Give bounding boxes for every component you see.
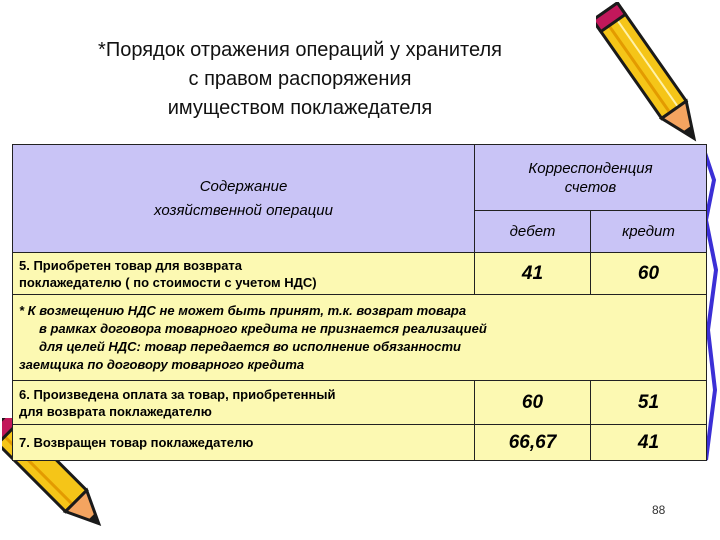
note-row: [13, 295, 707, 381]
note-line-3: для целей НДС: товар передается во исполнение обязанности: [39, 338, 461, 354]
table-row: [13, 253, 707, 295]
operations-table: [12, 144, 707, 461]
title-line-2: с правом распоряжения: [188, 68, 412, 90]
row-text: 6. Произведена оплата за товар, приобретенный для возврата поклажедателю: [13, 381, 475, 425]
title-line-3: имуществом поклажедателя: [167, 97, 433, 119]
header-correspondence-cell: Корреспонденция счетов: [475, 145, 707, 211]
slide-title: [20, 36, 580, 123]
title-line-1: *Порядок отражения операций у хранителя: [98, 39, 502, 61]
row-debit: 41: [475, 253, 591, 295]
table-row: [13, 425, 707, 461]
pencil-icon: [596, 2, 706, 152]
row-text: 7. Возвращен товар поклажедателю: [13, 425, 475, 461]
page-number: 88: [652, 503, 666, 517]
note-line-2: в рамках договора товарного кредита не признается реализацией: [39, 320, 487, 336]
header-content-cell: Содержание хозяйственной операции: [13, 145, 475, 253]
note-line-1: * К возмещению НДС не может быть принят, т.к. возврат товара: [19, 302, 467, 318]
header-debit-cell: дебет: [475, 211, 591, 253]
note-text: [13, 295, 707, 381]
row-text: 5. Приобретен товар для возврата поклажедателю ( по стоимости с учетом НДС): [13, 253, 475, 295]
note-line-4: заемщика по договору товарного кредита: [19, 356, 305, 372]
row-debit: 60: [475, 381, 591, 425]
row-debit: 66,67: [475, 425, 591, 461]
row-credit: 60: [591, 253, 707, 295]
table-row: [13, 381, 707, 425]
row-credit: 51: [591, 381, 707, 425]
row-credit: 41: [591, 425, 707, 461]
header-credit-cell: кредит: [591, 211, 707, 253]
